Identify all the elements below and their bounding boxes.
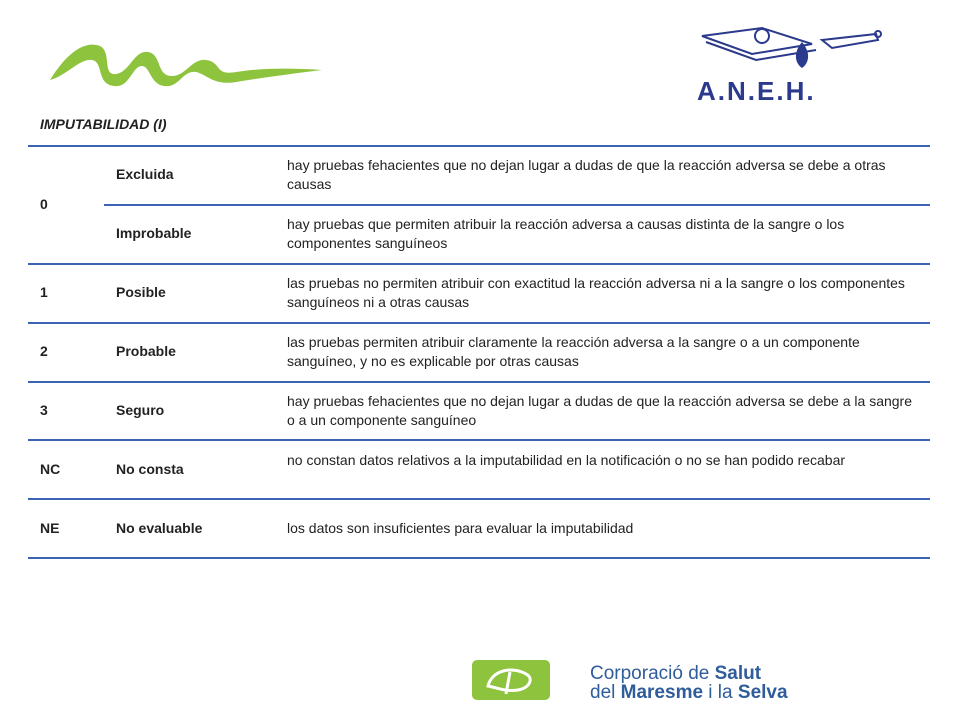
- green-wave-logo: [46, 36, 324, 92]
- row-label: Probable: [116, 343, 176, 359]
- leaf-mark-icon: [472, 660, 550, 700]
- row-label: Excluida: [116, 166, 174, 182]
- row-code: 3: [40, 402, 48, 418]
- row-label: Posible: [116, 284, 166, 300]
- group-code-0: 0: [40, 196, 48, 212]
- row-description: las pruebas permiten atribuir claramente la reacción adversa a la sangre o a un componente sanguíneo, y no es explicable por otras causas: [287, 334, 860, 369]
- footer-line2-bold1: Maresme: [620, 682, 704, 703]
- rule-inner-0: [104, 204, 930, 206]
- row-code: 1: [40, 284, 48, 300]
- page-title: IMPUTABILIDAD (I): [40, 116, 167, 132]
- footer-brand-text: [590, 664, 788, 702]
- footer-line1-bold: Salut: [714, 663, 762, 684]
- row-description: las pruebas no permiten atribuir con exactitud la reacción adversa ni a la sangre o los componentes sanguíneos ni a otras causas: [287, 275, 905, 310]
- footer-line2-prefix: del: [590, 682, 621, 703]
- rule-1: [28, 263, 930, 265]
- corporacio-logo-icon: [472, 660, 550, 700]
- rule-3: [28, 381, 930, 383]
- row-description: los datos son insuficientes para evaluar la imputabilidad: [287, 520, 634, 536]
- footer-line2-mid: i la: [703, 682, 738, 703]
- row-code: NC: [40, 461, 61, 477]
- row-label: No consta: [116, 461, 184, 477]
- row-description: hay pruebas fehacientes que no dejan lugar a dudas de que la reacción adversa se debe a la sangre o a un componente sanguíneo: [287, 393, 913, 428]
- rule-4: [28, 439, 930, 441]
- row-description: hay pruebas que permiten atribuir la reacción adversa a causas distinta de la sangre o los componentes sanguíneos: [287, 216, 845, 251]
- rule-top: [28, 145, 930, 147]
- row-label: Improbable: [116, 225, 192, 241]
- footer-line2-bold2: Selva: [737, 682, 788, 703]
- rule-bottom: [28, 557, 930, 559]
- footer-line1-prefix: Corporació de: [590, 663, 715, 684]
- row-label: No evaluable: [116, 520, 203, 536]
- row-label: Seguro: [116, 402, 165, 418]
- aneh-logo-text: A.N.E.H.: [697, 76, 816, 106]
- row-code: 2: [40, 343, 48, 359]
- row-code: NE: [40, 520, 60, 536]
- rule-2: [28, 322, 930, 324]
- row-description: no constan datos relativos a la imputabilidad en la notificación o no se han podido recabar: [287, 452, 846, 468]
- row-description: hay pruebas fehacientes que no dejan lugar a dudas de que la reacción adversa se debe a otras causas: [287, 157, 886, 192]
- rule-5: [28, 498, 930, 500]
